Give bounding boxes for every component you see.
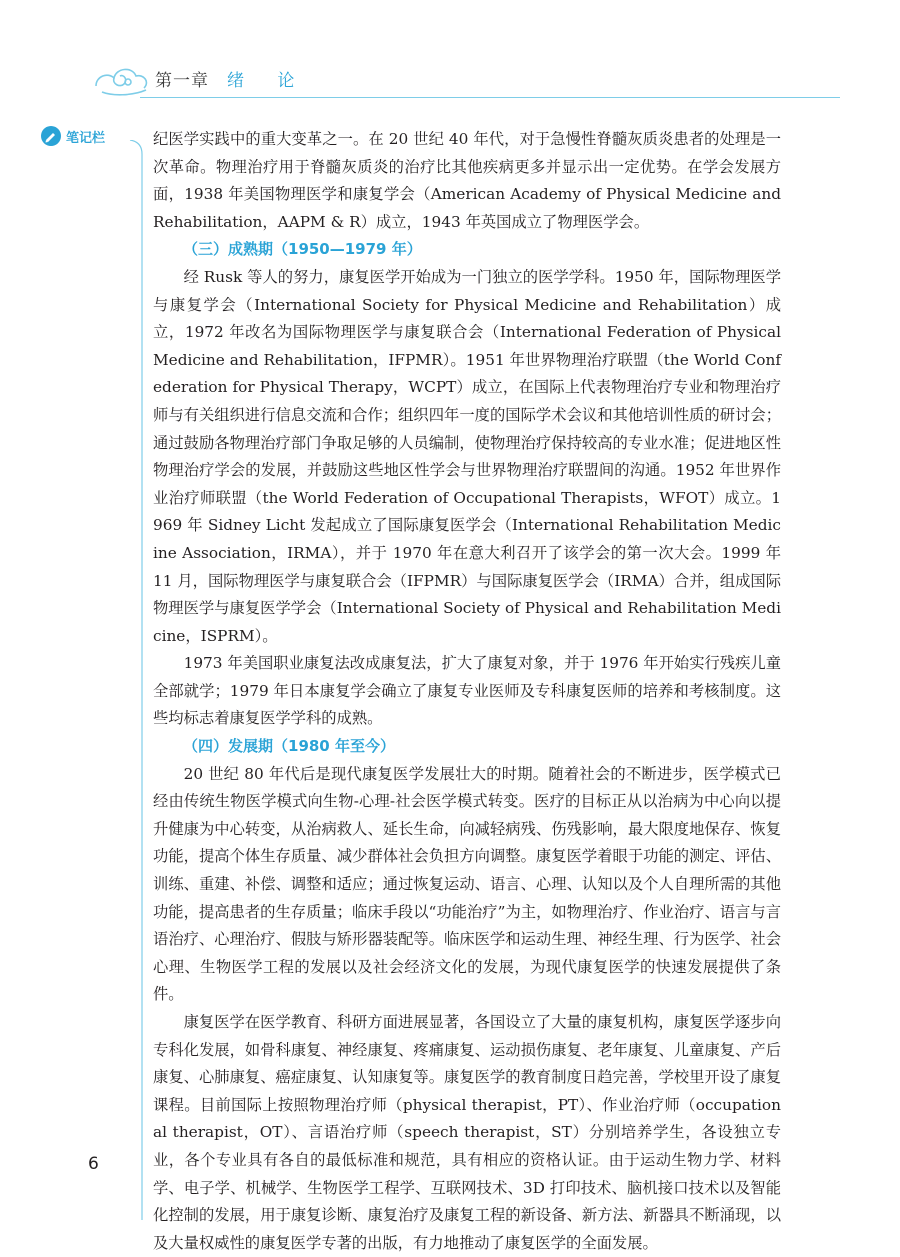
page-header xyxy=(0,0,900,115)
paragraph: 纪医学实践中的重大变革之一。在 20 世纪 40 年代，对于急慢性脊髓灰质炎患者的处理是一次革命。物理治疗用于脊髓灰质炎的治疗比其他疾病更多并显示出一定优势。在学会发展方面，1938 年美国物理医学和康复学会（American Academy of Physical Medicine and Rehabilitation，AAPM & R）成立，1943 年英国成立了物理医学会。 xyxy=(153,130,781,231)
section-heading-maturity: （三）成熟期（1950—1979 年） xyxy=(183,240,422,259)
chapter-label: 第一章 xyxy=(155,71,209,91)
header-rule xyxy=(140,97,840,98)
body-text xyxy=(153,126,781,1257)
paragraph: 经 Rusk 等人的努力，康复医学开始成为一门独立的医学学科。1950 年，国际物理医学与康复学会（International Society for Physical Medicine and Rehabilitation）成立，1972 年改名为国际物理医学与康复联合会（International Federation of Physical Medicine and Rehabilitation，IFPMR）。1951 年世界物理治疗联盟（the World Confederation for Physical Therapy，WCPT）成立，在国际上代表物理治疗专业和物理治疗师与有关组织进行信息交流和合作；组织四年一度的国际学术会议和其他培训性质的研讨会；通过鼓励各物理治疗部门争取足够的人员编制，使物理治疗保持较高的专业水准；促进地区性物理治疗学会的发展，并鼓励这些地区性学会与世界物理治疗联盟间的沟通。1952 年世界作业治疗师联盟（the World Federation of Occupational Therapists，WFOT）成立。1969 年 Sidney Licht 发起成立了国际康复医学会（International Rehabilitation Medicine Association，IRMA），并于 1970 年在意大利召开了该学会的第一次大会。1999 年 11 月，国际物理医学与康复联合会（IFPMR）与国际康复医学会（IRMA）合并，组成国际物理医学与康复医学学会（International Society of Physical and Rehabilitation Medicine，ISPRM）。 xyxy=(153,267,781,645)
paragraph: 20 世纪 80 年代后是现代康复医学发展壮大的时期。随着社会的不断进步，医学模式已经由传统生物医学模式向生物-心理-社会医学模式转变。医疗的目标正从以治病为中心向以提升健康为中心转变，从治病救人、延长生命，向减轻病残、伤残影响，最大限度地保存、恢复功能，提高个体生存质量、减少群体社会负担方向调整。康复医学着眼于功能的测定、评估、训练、重建、补偿、调整和适应；通过恢复运动、语言、心理、认知以及个人自理所需的其他功能，提高患者的生存质量；临床手段以“功能治疗”为主，如物理治疗、作业治疗、语言与言语治疗、心理治疗、假肢与矫形器装配等。临床医学和运动生理、神经生理、行为医学、社会心理、生物医学工程的发展以及社会经济文化的发展，为现代康复医学的快速发展提供了条件。 xyxy=(153,764,781,1004)
paragraph: 康复医学在医学教育、科研方面进展显著，各国设立了大量的康复机构，康复医学逐步向专科化发展，如骨科康复、神经康复、疼痛康复、运动损伤康复、老年康复、儿童康复、产后康复、心肺康复、癌症康复、认知康复等。康复医学的教育制度日趋完善，学校里开设了康复课程。目前国际上按照物理治疗师（physical therapist，PT）、作业治疗师（occupational therapist，OT）、言语治疗师（speech therapist，ST）分别培养学生，各设独立专业，各个专业具有各自的最低标准和规范，具有相应的资格认证。由于运动生物力学、材料学、电子学、机械学、生物医学工程学、互联网技术、3D 打印技术、脑机接口技术以及智能化控制的发展，用于康复诊断、康复治疗及康复工程的新设备、新方法、新器具不断涌现，以及大量权威性的康复医学专著的出版，有力地推动了康复医学的全面发展。 xyxy=(153,1013,781,1252)
chapter-heading xyxy=(155,66,308,91)
page-number: 6 xyxy=(88,1154,99,1174)
cloud-ornament-icon xyxy=(92,58,152,98)
notes-label: 笔记栏 xyxy=(66,131,106,146)
pen-note-icon xyxy=(40,125,62,147)
paragraph: 1973 年美国职业康复法改成康复法，扩大了康复对象，并于 1976 年开始实行残疾儿童全部就学；1979 年日本康复学会确立了康复专业医师及专科康复医师的培养和考核制度。这些均标志着康复医学学科的成熟。 xyxy=(153,654,781,728)
chapter-title: 绪 论 xyxy=(227,71,309,91)
section-heading-development: （四）发展期（1980 年至今） xyxy=(183,737,395,756)
notes-margin-line xyxy=(128,140,144,1220)
